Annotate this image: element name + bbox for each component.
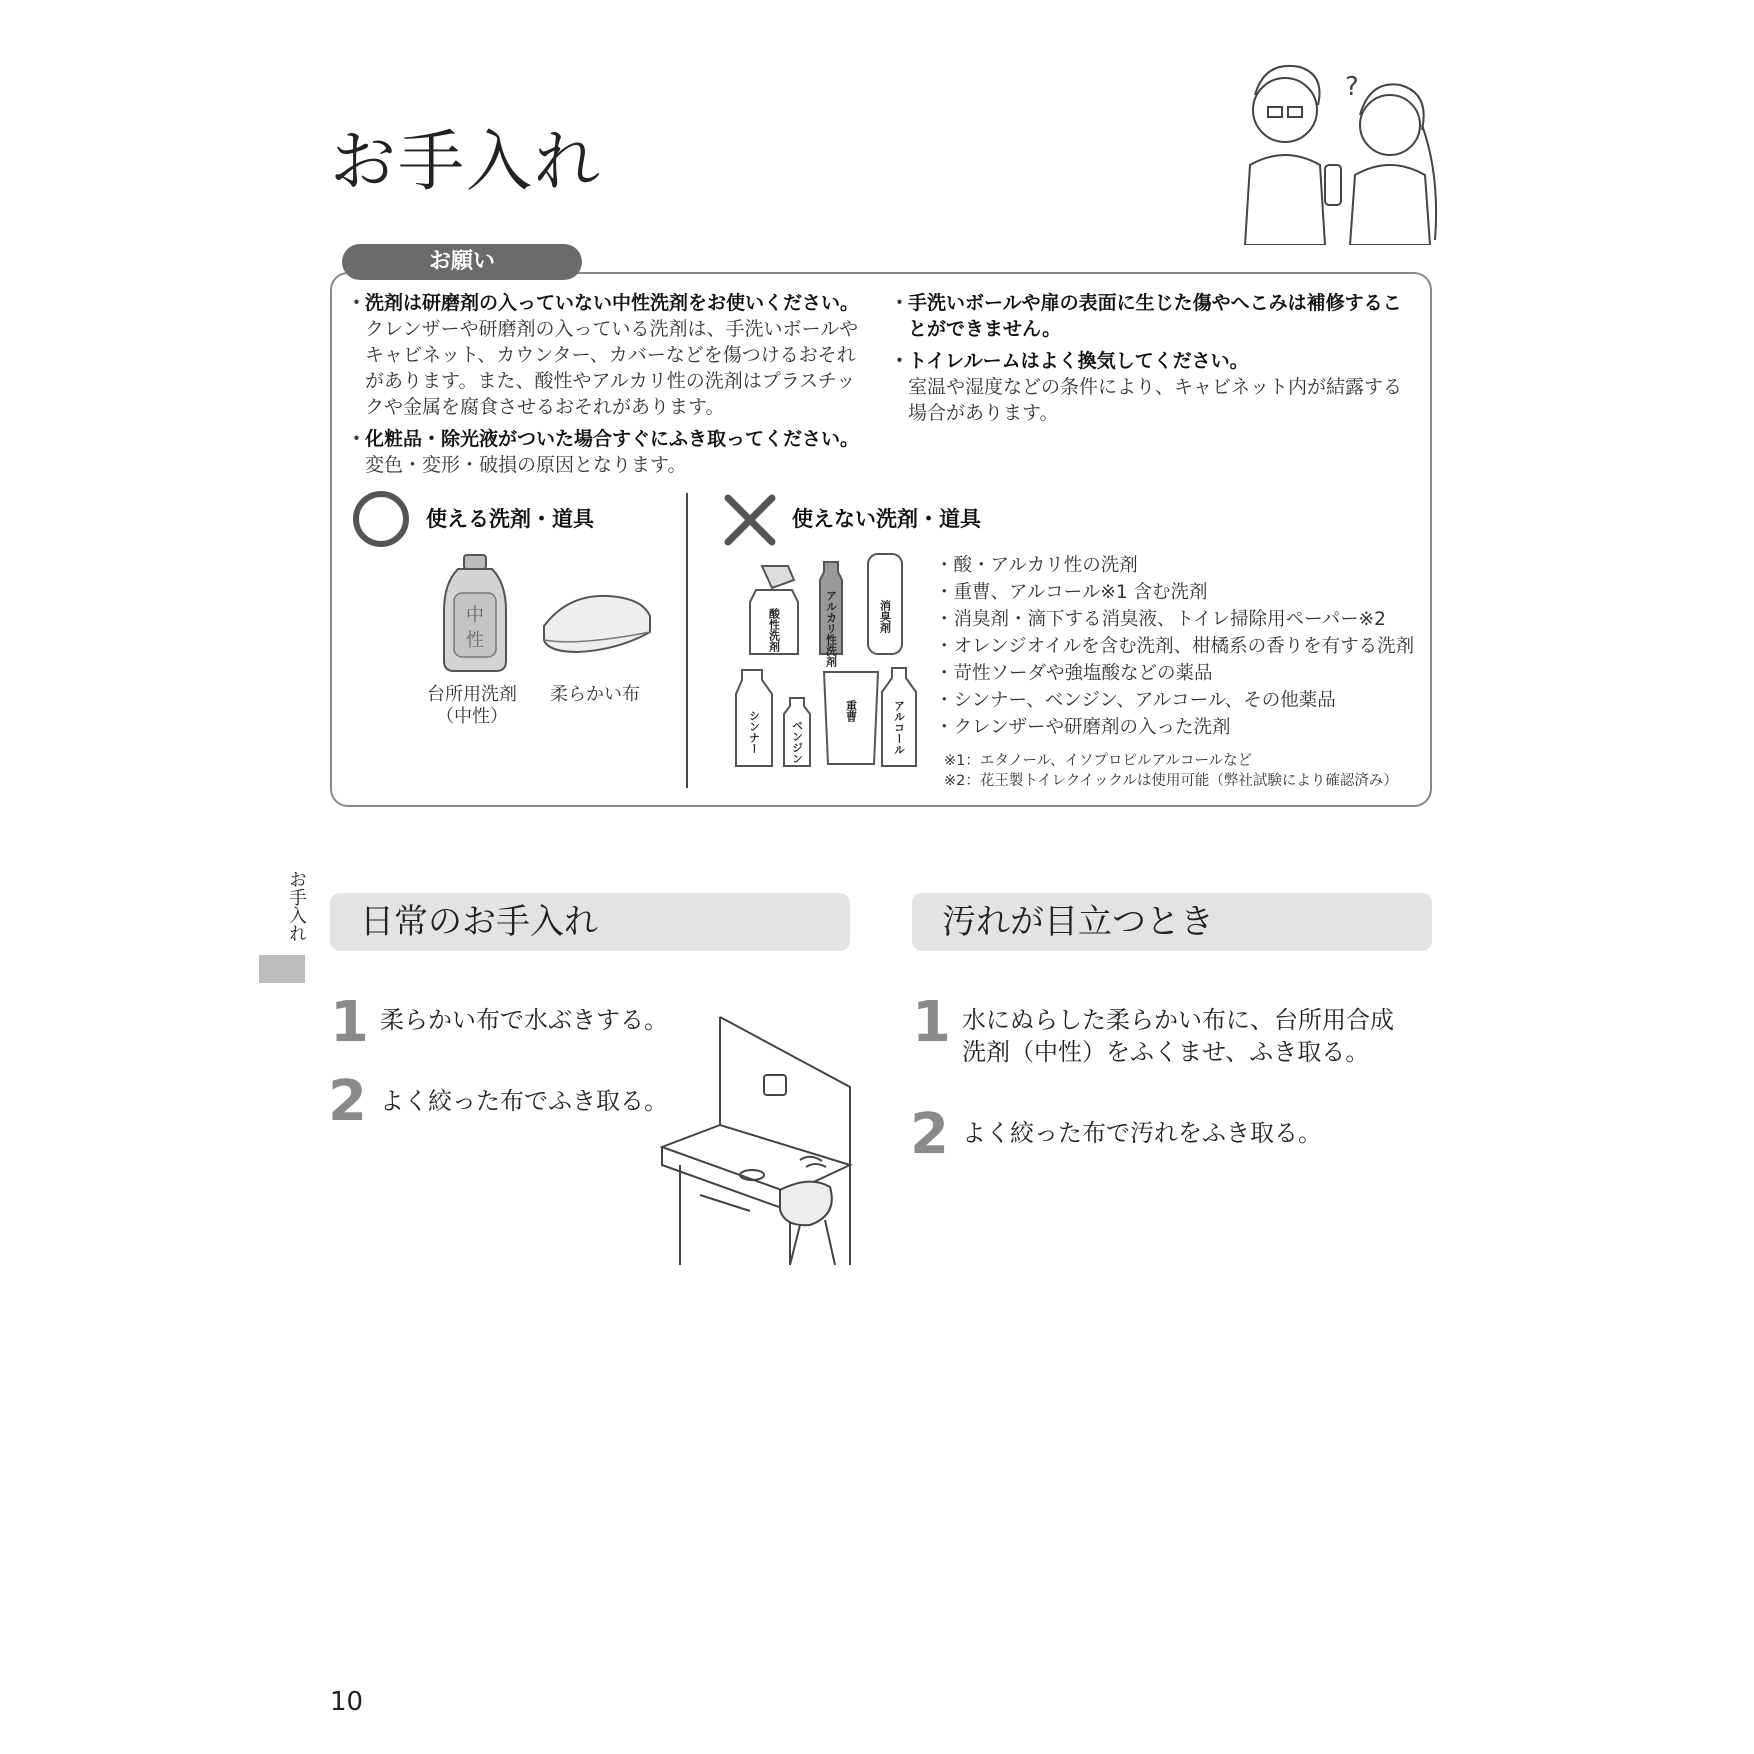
list-item: ・苛性ソーダや強塩酸などの薬品	[935, 663, 1213, 684]
unusable-heading: 使えない洗剤・道具	[792, 507, 981, 531]
notice-item	[347, 290, 870, 420]
daily-care-header	[330, 893, 850, 951]
svg-text:?: ?	[1345, 72, 1359, 102]
bullet-icon: ・	[347, 292, 367, 314]
bullet-icon: ・	[890, 292, 910, 314]
section-title: 汚れが目立つとき	[942, 902, 1214, 942]
heavy-dirt-header	[912, 893, 1432, 951]
notice-heading: 洗剤は研磨剤の入っていない中性洗剤をお使いください。	[365, 292, 860, 314]
list-item: ・重曹、アルコール※1 含む洗剤	[935, 582, 1208, 603]
neutral-detergent-bottle-icon	[440, 553, 510, 675]
list-item: ・酸・アルカリ性の洗剤	[935, 555, 1138, 576]
unusable-list	[935, 552, 1425, 741]
page-number: 10	[330, 1687, 364, 1717]
step-text-line: 洗剤（中性）をふくませ、ふき取る。	[962, 1038, 1370, 1066]
kitchen-detergent-label	[412, 684, 532, 728]
list-item: ・消臭剤・滴下する消臭液、トイレ掃除用ペーパー※2	[935, 609, 1386, 630]
notice-heading: 化粧品・除光液がついた場合すぐにふき取ってください。	[365, 428, 860, 450]
prohibited-bottles-icon	[732, 550, 922, 770]
bottle-label: シンナー	[747, 710, 761, 754]
notice-item	[890, 348, 1413, 426]
bottle-label: 重曹	[844, 700, 858, 722]
step-text: 柔らかい布で水ぶきする。	[380, 1006, 668, 1034]
notice-right-column	[890, 290, 1413, 426]
step-number: 1	[330, 990, 369, 1055]
circle-ok-icon	[352, 490, 410, 548]
list-item: ・オレンジオイルを含む洗剤、柑橘系の香りを有する洗剤	[935, 636, 1415, 657]
caption-line: （中性）	[436, 706, 508, 727]
section-divider	[686, 493, 688, 788]
section-title: 日常のお手入れ	[360, 902, 598, 942]
step-number: 2	[328, 1069, 367, 1134]
notice-item	[347, 426, 870, 478]
footnote-2: ※2：花王製トイレクイックルは使用可能（弊社試験により確認済み）	[944, 773, 1398, 789]
bottle-label: 消臭剤	[878, 600, 892, 633]
side-tab-marker	[259, 955, 305, 983]
bottle-label: 性	[466, 630, 484, 651]
notice-item	[890, 290, 1413, 342]
side-tab-label: お手入れ	[286, 870, 307, 942]
notice-body: 変色・変形・破損の原因となります。	[365, 454, 687, 476]
bottle-label: 酸性洗剤	[767, 608, 781, 652]
step-text-line: 水にぬらした柔らかい布に、台所用合成	[962, 1006, 1394, 1034]
step-text: よく絞った布でふき取る。	[380, 1087, 668, 1115]
cross-ng-icon	[722, 492, 778, 548]
soft-cloth-icon	[538, 590, 656, 660]
list-item: ・クレンザーや研磨剤の入った洗剤	[935, 717, 1231, 738]
step-text	[962, 1004, 1394, 1068]
notice-heading: 手洗いボールや扉の表面に生じた傷やへこみは補修することができません。	[908, 292, 1402, 340]
soft-cloth-label: 柔らかい布	[550, 684, 640, 705]
bottle-label: ベンジン	[790, 720, 804, 764]
bullet-icon: ・	[890, 350, 910, 372]
caption-line: 台所用洗剤	[427, 684, 517, 705]
notice-body: 室温や湿度などの条件により、キャビネット内が結露する場合があります。	[908, 376, 1403, 424]
bullet-icon: ・	[347, 428, 367, 450]
notice-tab: お願い	[342, 244, 582, 280]
step-number: 1	[912, 990, 951, 1055]
washbasin-cleaning-illustration	[660, 1015, 855, 1267]
bottle-label: アルカリ性洗剤	[824, 590, 838, 667]
notice-body: クレンザーや研磨剤の入っている洗剤は、手洗いボールやキャビネット、カウンター、カバーなどを傷つけるおそれがあります。また、酸性やアルカリ性の洗剤はプラスチックや金属を腐食させるおそれがあります。	[365, 318, 859, 418]
notice-heading: トイレルームはよく換気してください。	[908, 350, 1249, 372]
people-illustration	[1230, 55, 1450, 245]
step-number: 2	[910, 1102, 949, 1167]
notice-left-column	[347, 290, 870, 478]
usable-heading: 使える洗剤・道具	[426, 507, 594, 531]
page-title: お手入れ	[330, 123, 602, 200]
footnote-1: ※1：エタノール、イソプロピルアルコールなど	[944, 753, 1253, 769]
step-text: よく絞った布で汚れをふき取る。	[962, 1119, 1322, 1147]
list-item: ・シンナー、ベンジン、アルコール、その他薬品	[935, 690, 1336, 711]
bottle-label: アルコール	[892, 700, 906, 755]
bottle-label: 中	[466, 605, 484, 626]
